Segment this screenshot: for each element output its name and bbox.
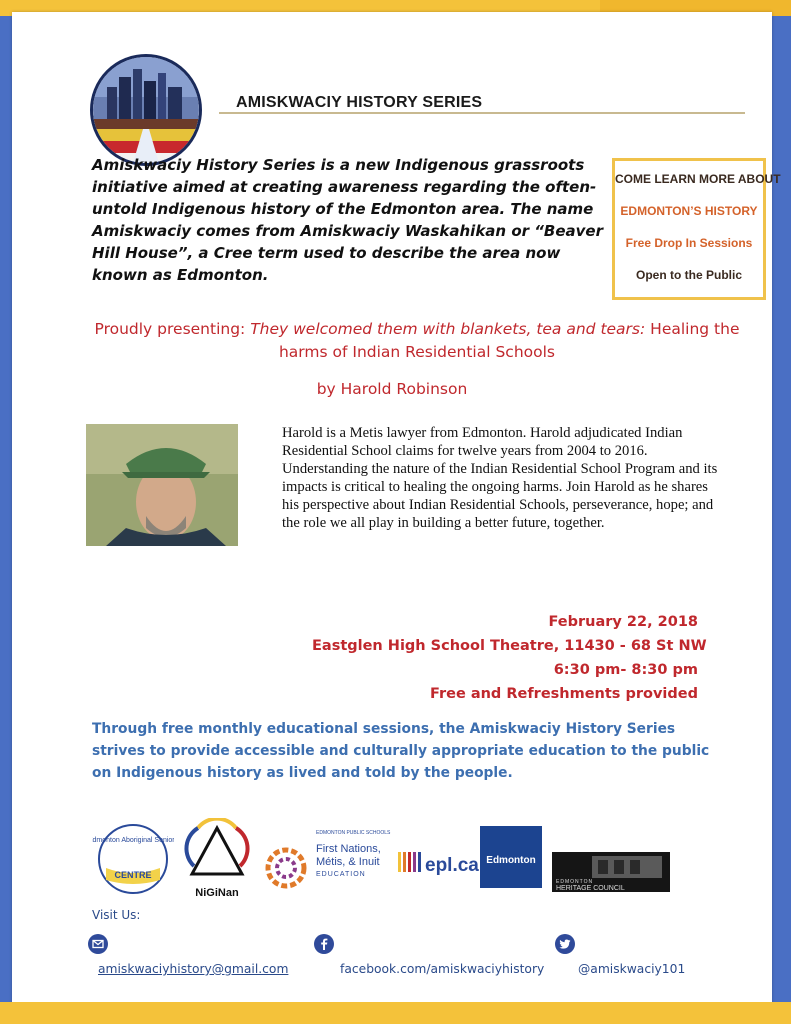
bottom-stripe	[0, 1002, 791, 1024]
info-line-public: Open to the Public	[635, 268, 742, 282]
presenter-photo	[86, 424, 238, 546]
poster-page	[12, 12, 781, 1004]
heritage-line1: EDMONTON	[556, 879, 594, 885]
niginan-text: NiGiNan	[195, 887, 239, 899]
envelope-icon[interactable]	[88, 934, 108, 954]
title-divider	[219, 112, 745, 114]
twitter-link[interactable]: @amiskwaciy101	[578, 962, 686, 976]
seniors-centre-logo	[92, 818, 174, 900]
info-line-history: EDMONTON’S HISTORY	[620, 204, 758, 218]
niginan-logo	[182, 818, 252, 904]
edmonton-logo	[480, 826, 542, 888]
fnmi-line3: EDUCATION	[316, 871, 366, 878]
event-venue: Eastglen High School Theatre, 11430 - 68 St NW	[312, 638, 707, 654]
presenter-bio: Harold is a Metis lawyer from Edmonton. Harold adjudicated Indian Residential School claims for twelve years from 2004 to 2016. Understanding the nature of the Indian Residential School Program and its impacts is critical to healing the ongoing harms. Join Harold as he shares his perspective about Indian Residential Schools, perseverance, hope; and the role we all play in building a better future, together.	[282, 425, 718, 531]
fnmi-education-logo	[262, 824, 392, 896]
presentation-subtitle: Healing the harms of Indian Residential Schools	[278, 320, 740, 361]
twitter-icon[interactable]	[555, 934, 575, 954]
presentation-title-italic: They welcomed them with blankets, tea and tears:	[250, 320, 646, 338]
presentation-title	[72, 318, 762, 364]
heritage-line2: HERITAGE COUNCIL	[556, 885, 625, 892]
event-date: February 22, 2018	[548, 614, 698, 630]
seniors-top-text: Edmonton Aboriginal Seniors	[92, 837, 174, 844]
facebook-link[interactable]: facebook.com/amiskwaciyhistory	[340, 962, 545, 976]
event-note: Free and Refreshments provided	[429, 686, 698, 702]
series-logo	[90, 54, 202, 166]
mission-statement: Through free monthly educational sessions, the Amiskwaciy History Series strives to provide accessible and culturally appropriate education to the public on Indigenous history as lived and told by the people.	[92, 721, 710, 781]
epl-logo	[398, 848, 490, 878]
intro-paragraph: Amiskwaciy History Series is a new Indigenous grassroots initiative aimed at creating awareness regarding the often-untold Indigenous history of the Edmonton area. The name Amiskwaciy comes from Amiskwaciy Waskahikan or “Beaver Hill House”, a Cree term used to describe the area now known as Edmonton.	[92, 156, 603, 284]
info-line-dropin: Free Drop In Sessions	[625, 236, 753, 250]
email-link[interactable]: amiskwaciyhistory@gmail.com	[98, 962, 289, 976]
edmonton-text: Edmonton	[486, 855, 536, 866]
series-title: AMISKWACIY HISTORY SERIES	[236, 94, 483, 111]
heritage-council-logo	[552, 852, 670, 892]
epl-text: epl.ca	[425, 855, 479, 876]
presentation-prefix: Proudly presenting:	[94, 320, 251, 338]
fnmi-small-text: EDMONTON PUBLIC SCHOOLS	[316, 830, 391, 836]
fnmi-line2: Métis, & Inuit	[316, 856, 380, 868]
seniors-centre-text: CENTRE	[114, 870, 152, 880]
city-skyline-icon	[93, 57, 199, 163]
presenter-byline: by Harold Robinson	[316, 380, 468, 398]
event-time: 6:30 pm- 8:30 pm	[553, 662, 698, 678]
event-details	[312, 610, 707, 706]
fnmi-line1: First Nations,	[316, 843, 381, 855]
visit-us-label: Visit Us:	[92, 908, 141, 922]
facebook-icon[interactable]	[314, 934, 334, 954]
info-line-learn: COME LEARN MORE ABOUT	[615, 172, 781, 186]
info-box	[612, 158, 781, 300]
